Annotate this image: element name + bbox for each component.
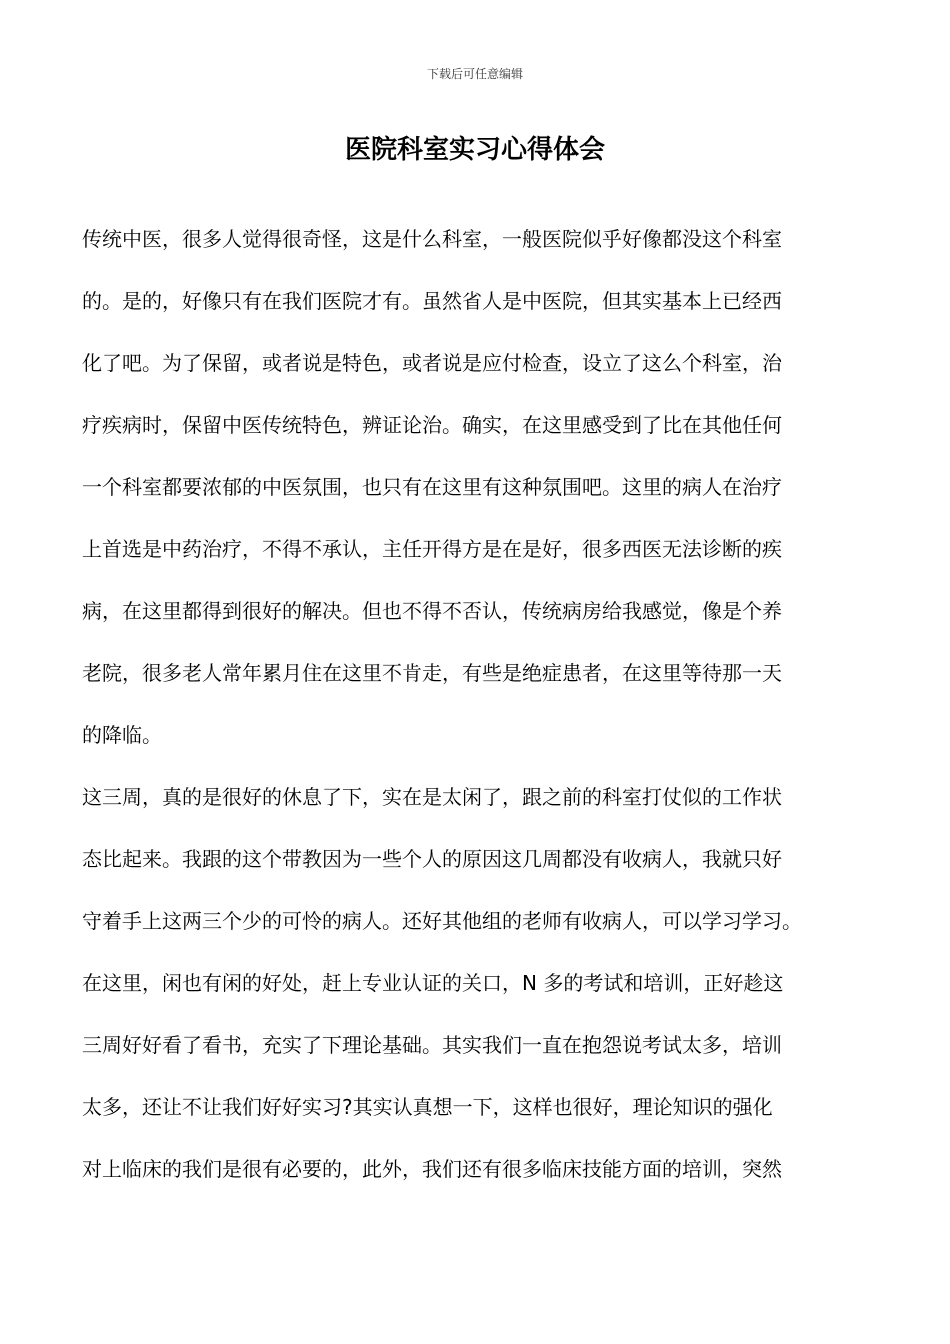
- body-line: 一个科室都要浓郁的中医氛围，也只有在这里有这种氛围吧。这里的病人在治疗: [82, 475, 782, 499]
- body-line: 疗疾病时，保留中医传统特色，辨证论治。确实，在这里感受到了比在其他任何: [82, 413, 782, 437]
- body-line: 病，在这里都得到很好的解决。但也不得不否认，传统病房给我感觉，像是个养: [82, 599, 782, 623]
- header-note: 下载后可任意编辑: [426, 67, 523, 81]
- body-line: 在这里，闲也有闲的好处，赶上专业认证的关口，N 多的考试和培训，正好趁这: [82, 971, 784, 995]
- body-line: 传统中医，很多人觉得很奇怪，这是什么科室，一般医院似乎好像都没这个科室: [82, 227, 782, 251]
- body-line: 这三周，真的是很好的休息了下，实在是太闲了，跟之前的科室打仗似的工作状: [82, 785, 782, 809]
- body-line: 的降临。: [82, 723, 162, 747]
- body-line: 态比起来。我跟的这个带教因为一些个人的原因这几周都没有收病人，我就只好: [82, 847, 782, 871]
- body-line: 的。是的，好像只有在我们医院才有。虽然省人是中医院，但其实基本上已经西: [82, 289, 782, 313]
- body-line: 上首选是中药治疗，不得不承认，主任开得方是在是好，很多西医无法诊断的疾: [82, 537, 782, 561]
- body-line: 化了吧。为了保留，或者说是特色，或者说是应付检查，设立了这么个科室，治: [82, 351, 782, 375]
- body-line: 三周好好看了看书，充实了下理论基础。其实我们一直在抱怨说考试太多，培训: [82, 1033, 782, 1057]
- body-line: 守着手上这两三个少的可怜的病人。还好其他组的老师有收病人，可以学习学习。: [82, 909, 802, 933]
- document-body: [82, 220, 872, 1212]
- document-title: 医院科室实习心得体会: [344, 135, 605, 165]
- body-line: 老院，很多老人常年累月住在这里不肯走，有些是绝症患者，在这里等待那一天: [82, 661, 782, 685]
- body-line: 太多，还让不让我们好好实习?其实认真想一下，这样也很好，理论知识的强化: [82, 1095, 773, 1119]
- body-line: 对上临床的我们是很有必要的，此外，我们还有很多临床技能方面的培训，突然: [82, 1157, 782, 1181]
